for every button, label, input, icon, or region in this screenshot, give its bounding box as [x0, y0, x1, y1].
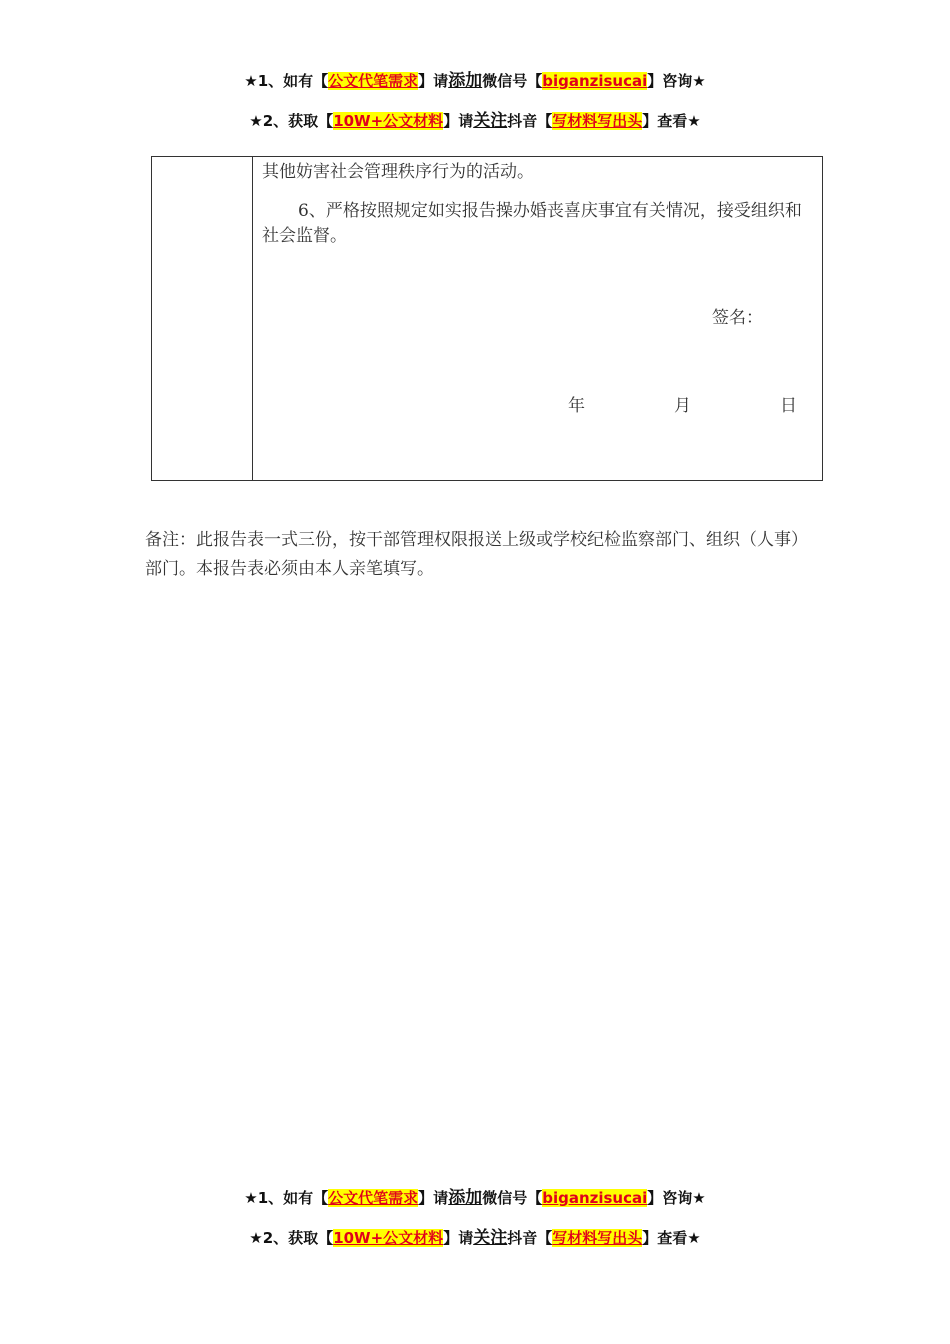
banner-emphasis: 添加: [448, 1188, 483, 1208]
paragraph-continuation: 其他妨害社会管理秩序行为的活动。: [262, 162, 534, 182]
header-banner-line-1: [0, 70, 950, 92]
banner-highlight: 10W+公文材料: [333, 1229, 444, 1247]
footer-banner-line-2: [0, 1227, 950, 1249]
banner-emphasis: 添加: [448, 71, 483, 91]
banner-text: 微信号【: [482, 1189, 543, 1207]
banner-text: 】咨询★: [647, 72, 706, 90]
banner-text: 】请: [443, 112, 474, 130]
banner-highlight: 公文代笔需求: [328, 72, 419, 90]
date-year-label: 年: [568, 396, 585, 416]
banner-emphasis: 关注: [473, 1228, 508, 1248]
signature-label: 签名：: [712, 308, 763, 328]
banner-wechat-id: biganzisucai: [542, 1189, 648, 1207]
banner-emphasis: 关注: [473, 111, 508, 131]
header-banner-line-2: [0, 110, 950, 132]
banner-text: 抖音【: [507, 112, 553, 130]
table-label-cell: [152, 157, 253, 480]
banner-text: 微信号【: [482, 72, 543, 90]
banner-highlight: 10W+公文材料: [333, 112, 444, 130]
date-day-label: 日: [780, 396, 797, 416]
banner-text: ★2、获取【: [249, 1229, 334, 1247]
footer-banner-line-1: [0, 1187, 950, 1209]
banner-text: 抖音【: [507, 1229, 553, 1247]
banner-wechat-id: biganzisucai: [542, 72, 648, 90]
banner-highlight: 写材料写出头: [552, 112, 643, 130]
banner-text: 】请: [418, 1189, 449, 1207]
table-content-cell: [262, 157, 810, 480]
banner-text: 】查看★: [642, 1229, 701, 1247]
banner-text: 】请: [443, 1229, 474, 1247]
date-month-label: 月: [674, 396, 691, 416]
banner-highlight: 写材料写出头: [552, 1229, 643, 1247]
banner-highlight: 公文代笔需求: [328, 1189, 419, 1207]
banner-text: ★2、获取【: [249, 112, 334, 130]
paragraph-item-6: 6、严格按照规定如实报告操办婚丧喜庆事宜有关情况，接受组织和社会监督。: [262, 201, 802, 246]
banner-text: ★1、如有【: [244, 1189, 329, 1207]
banner-text: ★1、如有【: [244, 72, 329, 90]
banner-text: 】查看★: [642, 112, 701, 130]
banner-text: 】请: [418, 72, 449, 90]
remark-note: 备注：此报告表一式三份，按干部管理权限报送上级或学校纪检监察部门、组织（人事）部门。本报告表必须由本人亲笔填写。: [145, 530, 800, 579]
report-table: [151, 156, 823, 481]
banner-text: 】咨询★: [647, 1189, 706, 1207]
